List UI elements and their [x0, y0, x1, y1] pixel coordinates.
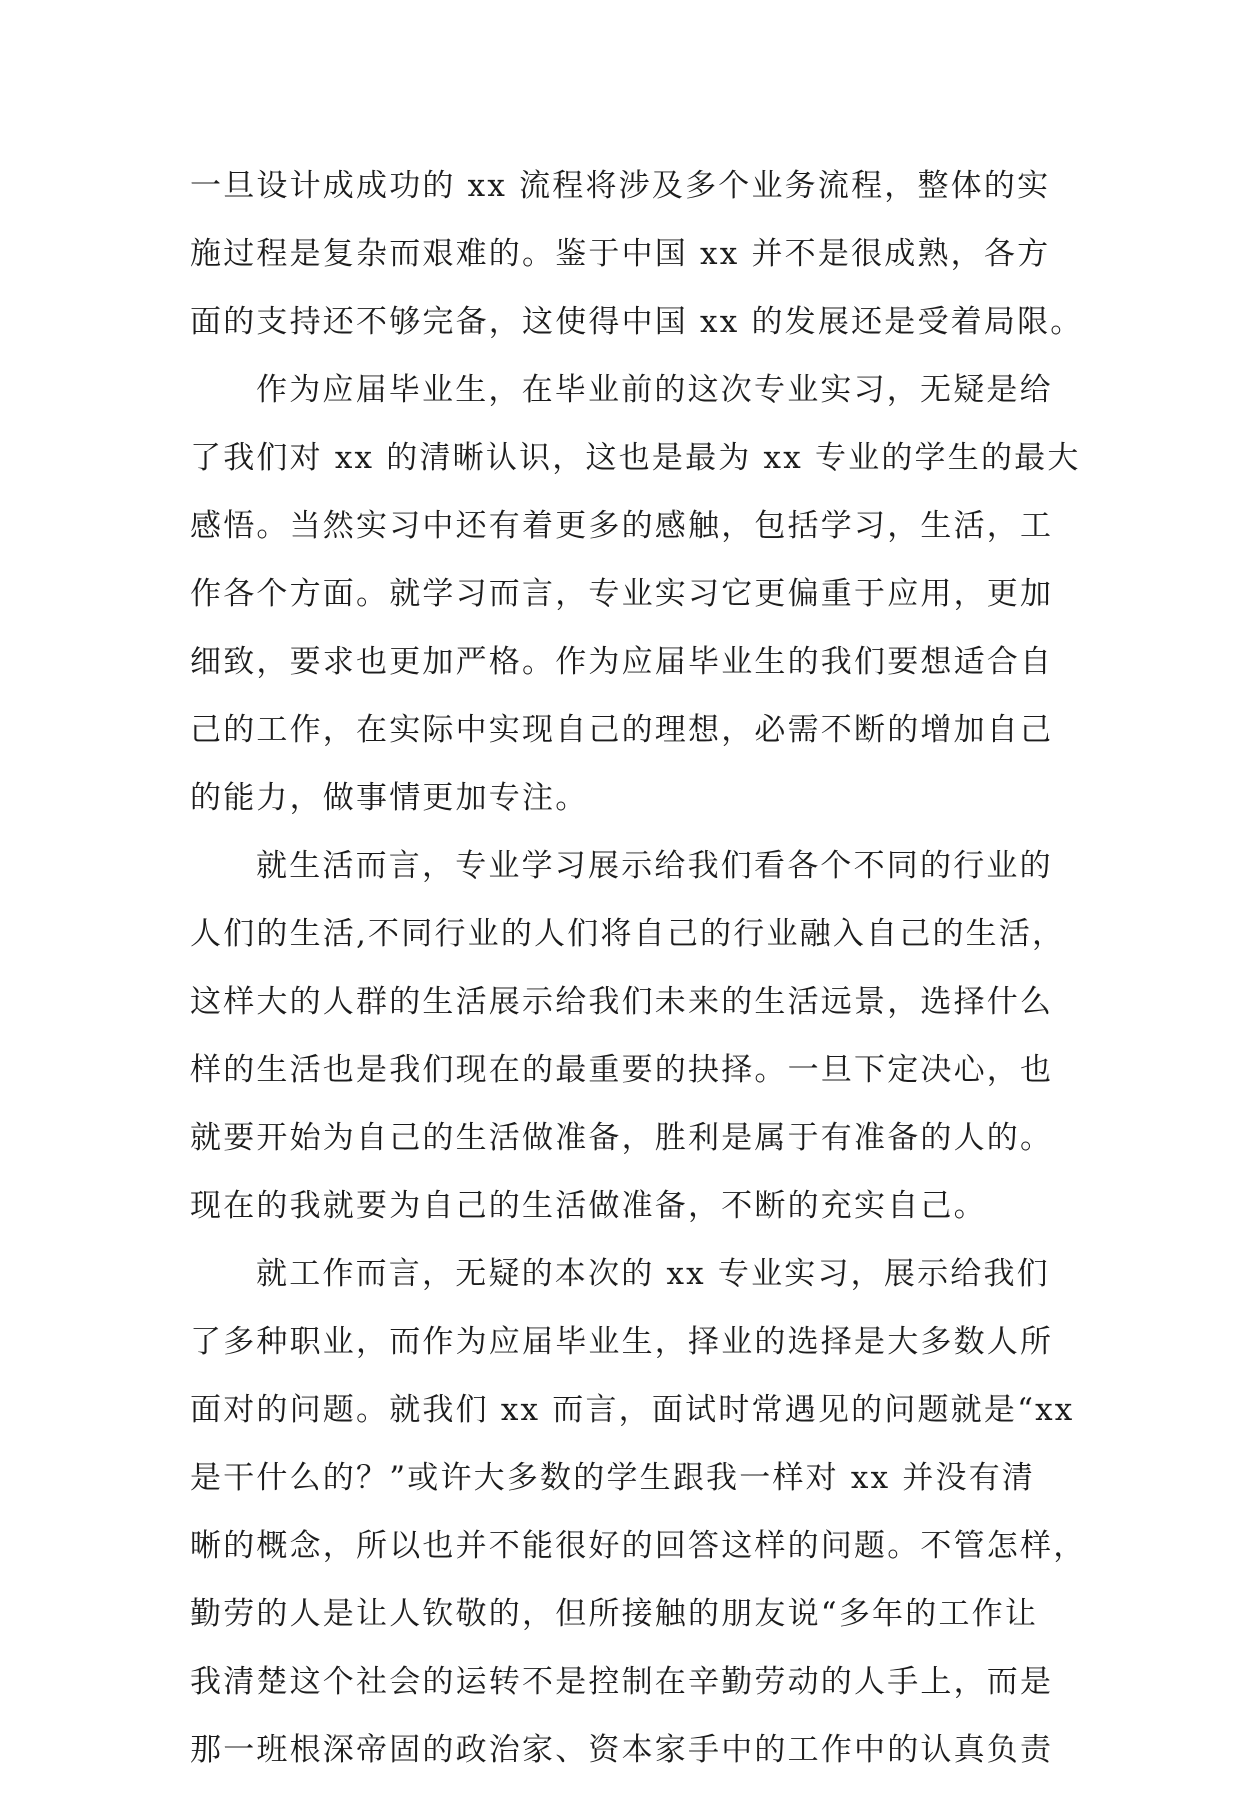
- text-line: 感悟。当然实习中还有着更多的感触，包括学习，生活，工: [190, 508, 1054, 544]
- text-line: 施过程是复杂而艰难的。鉴于中国 xx 并不是很成熟，各方: [190, 236, 1051, 272]
- text-line: 的能力，做事情更加专注。: [190, 780, 589, 816]
- text-line: 一旦设计成成功的 xx 流程将涉及多个业务流程，整体的实: [190, 168, 1051, 204]
- text-line: 作各个方面。就学习而言，专业实习它更偏重于应用，更加: [190, 576, 1054, 612]
- text-line: 这样大的人群的生活展示给我们未来的生活远景，选择什么: [190, 984, 1054, 1020]
- paragraph-first-line: 就工作而言，无疑的本次的 xx 专业实习，展示给我们: [256, 1256, 1050, 1292]
- text-line: 己的工作，在实际中实现自己的理想，必需不断的增加自己: [190, 712, 1054, 748]
- text-line: 是干什么的？”或许大多数的学生跟我一样对 xx 并没有清: [190, 1460, 1036, 1496]
- text-line: 人们的生活,不同行业的人们将自己的行业融入自己的生活，: [190, 916, 1066, 952]
- text-line: 勤劳的人是让人钦敬的，但所接触的朋友说“多年的工作让: [190, 1596, 1039, 1632]
- paragraph-first-line: 就生活而言，专业学习展示给我们看各个不同的行业的: [256, 848, 1053, 884]
- text-line: 面对的问题。就我们 xx 而言，面试时常遇见的问题就是“xx: [190, 1392, 1075, 1428]
- paragraph-first-line: 作为应届毕业生，在毕业前的这次专业实习，无疑是给: [256, 372, 1053, 408]
- text-line: 了我们对 xx 的清晰认识，这也是最为 xx 专业的学生的最大: [190, 440, 1081, 476]
- text-line: 了多种职业，而作为应届毕业生，择业的选择是大多数人所: [190, 1324, 1054, 1360]
- text-line: 晰的概念，所以也并不能很好的回答这样的问题。不管怎样，: [190, 1528, 1087, 1564]
- text-line: 我清楚这个社会的运转不是控制在辛勤劳动的人手上，而是: [190, 1664, 1054, 1700]
- text-line: 那一班根深帝固的政治家、资本家手中的工作中的认真负责: [190, 1732, 1054, 1768]
- text-line: 面的支持还不够完备，这使得中国 xx 的发展还是受着局限。: [190, 304, 1084, 340]
- body-text: [190, 166, 1087, 1798]
- text-line: 样的生活也是我们现在的最重要的抉择。一旦下定决心，也: [190, 1052, 1054, 1088]
- text-line: 细致，要求也更加严格。作为应届毕业生的我们要想适合自: [190, 644, 1054, 680]
- text-line: 现在的我就要为自己的生活做准备，不断的充实自己。: [190, 1188, 987, 1224]
- text-line: 就要开始为自己的生活做准备，胜利是属于有准备的人的。: [190, 1120, 1054, 1156]
